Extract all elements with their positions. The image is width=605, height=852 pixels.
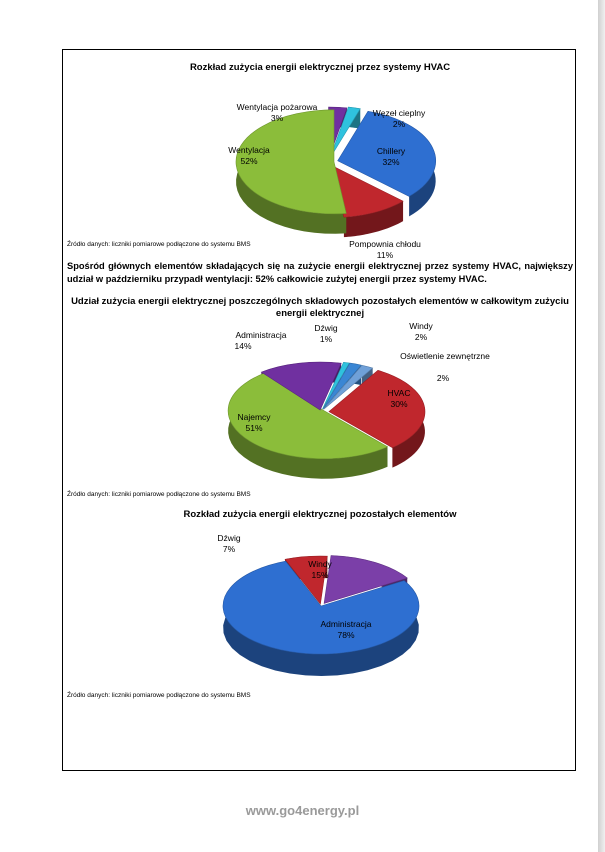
chart2-value-hvac: 30% <box>390 399 408 409</box>
chart3-label-windy: Windy <box>308 559 332 569</box>
chart1-value-pompownia: 11% <box>376 250 394 260</box>
chart1-value-wezel-cieplny: 2% <box>392 119 406 129</box>
chart2-label-administracja: Administracja <box>235 330 287 340</box>
chart3-label-dzwig: Dźwig <box>217 533 241 543</box>
chart3-value-windy: 15% <box>311 570 329 580</box>
chart2-title: Udział zużycia energii elektrycznej poszczególnych składowych pozostałych elementów w całkowitym zużyciu energii elektrycznej <box>71 296 569 319</box>
chart3-value-dzwig: 7% <box>222 544 236 554</box>
chart2-source: Źródło danych: liczniki pomiarowe podłączone do systemu BMS <box>67 491 251 498</box>
chart2-label-oswietlenie: Oświetlenie zewnętrzne <box>400 351 490 361</box>
chart1-title: Rozkład zużycia energii elektrycznej przez systemy HVAC <box>189 62 451 73</box>
chart1-value-wentylacja-pozarowa: 3% <box>270 113 284 123</box>
chart2-label-hvac: HVAC <box>387 388 411 398</box>
report-page <box>62 49 576 771</box>
chart1-label-wezel-cieplny: Węzeł cieplny <box>372 108 426 118</box>
chart3-value-administracja: 78% <box>337 630 355 640</box>
chart1-label-pompownia: Pompownia chłodu <box>349 239 421 249</box>
chart2-label-windy: Windy <box>409 321 433 331</box>
chart2-value-oswietlenie: 2% <box>436 373 450 383</box>
chart2-value-administracja: 14% <box>234 341 252 351</box>
chart1-label-chillery: Chillery <box>376 146 406 156</box>
chart3-elements-pie <box>63 528 577 683</box>
chart2-share-pie <box>63 320 577 490</box>
chart1-value-chillery: 32% <box>382 157 400 167</box>
chart3-title: Rozkład zużycia energii elektrycznej pozostałych elementów <box>183 509 457 520</box>
chart1-label-wentylacja-pozarowa: Wentylacja pożarowa <box>236 102 318 112</box>
chart3-label-administracja: Administracja <box>320 619 372 629</box>
chart3-source: Źródło danych: liczniki pomiarowe podłączone do systemu BMS <box>67 692 251 699</box>
chart1-label-wentylacja: Wentylacja <box>228 145 270 155</box>
chart2-value-dzwig: 1% <box>319 334 333 344</box>
summary-paragraph: Spośród głównych elementów składających się na zużycie energii elektrycznej przez systemy HVAC, największy udział w październiku przypadł wentylacji: 52% całkowicie zużytej energii przez systemy HVAC. <box>67 261 573 284</box>
page-shadow <box>598 0 605 852</box>
chart2-value-najemcy: 51% <box>245 423 263 433</box>
footer-website: www.go4energy.pl <box>245 803 360 818</box>
chart2-label-dzwig: Dźwig <box>314 323 338 333</box>
chart2-value-windy: 2% <box>414 332 428 342</box>
chart2-label-najemcy: Najemcy <box>237 412 271 422</box>
chart1-value-wentylacja: 52% <box>240 156 258 166</box>
chart1-source: Źródło danych: liczniki pomiarowe podłączone do systemu BMS <box>67 241 251 248</box>
